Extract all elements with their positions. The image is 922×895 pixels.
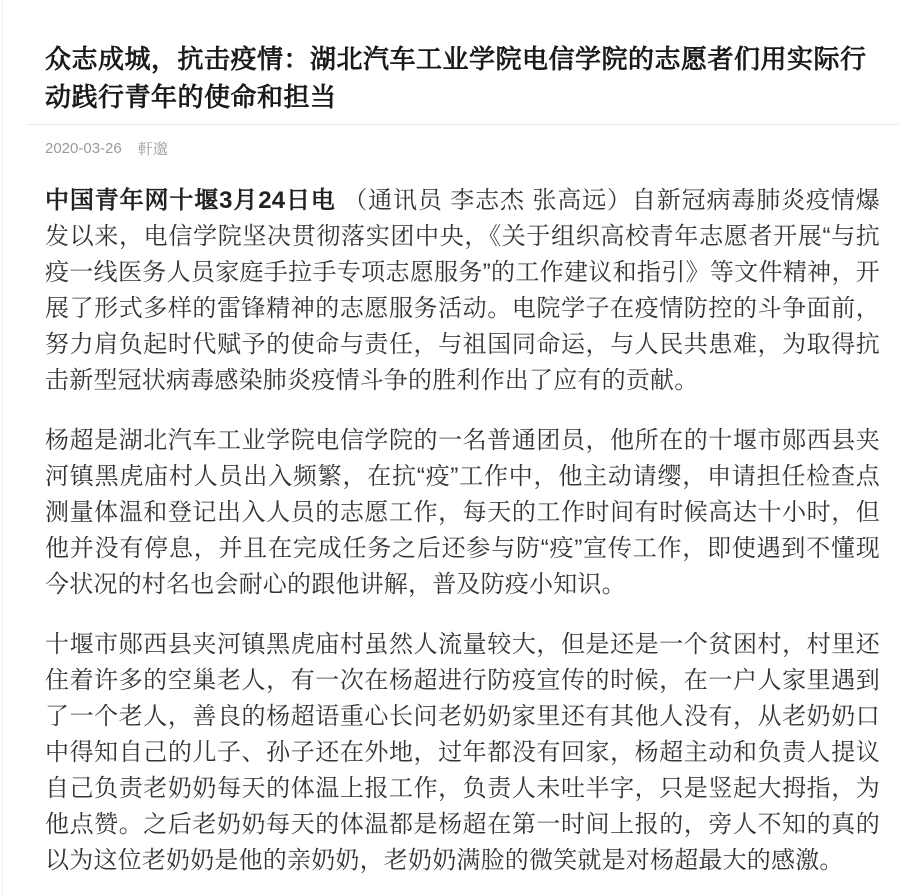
article-title: 众志成城，抗击疫情：湖北汽车工业学院电信学院的志愿者们用实际行动践行青年的使命和担当 [45, 44, 867, 112]
dateline-lead: 中国青年网十堰3月24日电 [45, 187, 336, 214]
paragraph-text: 杨超是湖北汽车工业学院电信学院的一名普通团员，他所在的十堰市郧西县夹河镇黑虎庙村人员出入频繁，在抗“疫”工作中，他主动请缨，申请担任检查点测量体温和登记出入人员的志愿工作，每天的工作时间有时候高达十小时，但他并没有停息，并且在完成任务之后还参与防“疫”宣传工作，即使遇到不懂现今状况的村名也会耐心的跟他讲解，普及防疫小知识。 [45, 427, 880, 598]
publish-date: 2020-03-26 [45, 140, 122, 157]
article-paragraph [45, 423, 880, 603]
article-page [2, 0, 922, 895]
article-body [45, 183, 880, 879]
title-divider [27, 124, 898, 125]
paragraph-text: （通讯员 李志杰 张高远）自新冠病毒肺炎疫情爆发以来，电信学院坚决贯彻落实团中央，《关于组织高校青年志愿者开展“与抗疫一线医务人员家庭手拉手专项志愿服务”的工作建议和指引》等文件精神，开展了形式多样的雷锋精神的志愿服务活动。电院学子在疫情防控的斗争面前，努力肩负起时代赋予的使命与责任，与祖国同命运，与人民共患难，为取得抗击新型冠状病毒感染肺炎疫情斗争的胜利作出了应有的贡献。 [45, 187, 880, 394]
article-paragraph [45, 183, 880, 399]
article-paragraph [45, 627, 880, 879]
paragraph-text: 十堰市郧西县夹河镇黑虎庙村虽然人流量较大，但是还是一个贫困村，村里还住着许多的空巢老人，有一次在杨超进行防疫宣传的时候，在一户人家里遇到了一个老人，善良的杨超语重心长问老奶奶家里还有其他人没有，从老奶奶口中得知自己的儿子、孙子还在外地，过年都没有回家，杨超主动和负责人提议自己负责老奶奶每天的体温上报工作，负责人未吐半字，只是竖起大拇指，为他点赞。之后老奶奶每天的体温都是杨超在第一时间上报的，旁人不知的真的以为这位老奶奶是他的亲奶奶，老奶奶满脸的微笑就是对杨超最大的感激。 [45, 631, 880, 874]
article-meta [45, 138, 880, 159]
author-name: 軒邈 [137, 141, 168, 158]
